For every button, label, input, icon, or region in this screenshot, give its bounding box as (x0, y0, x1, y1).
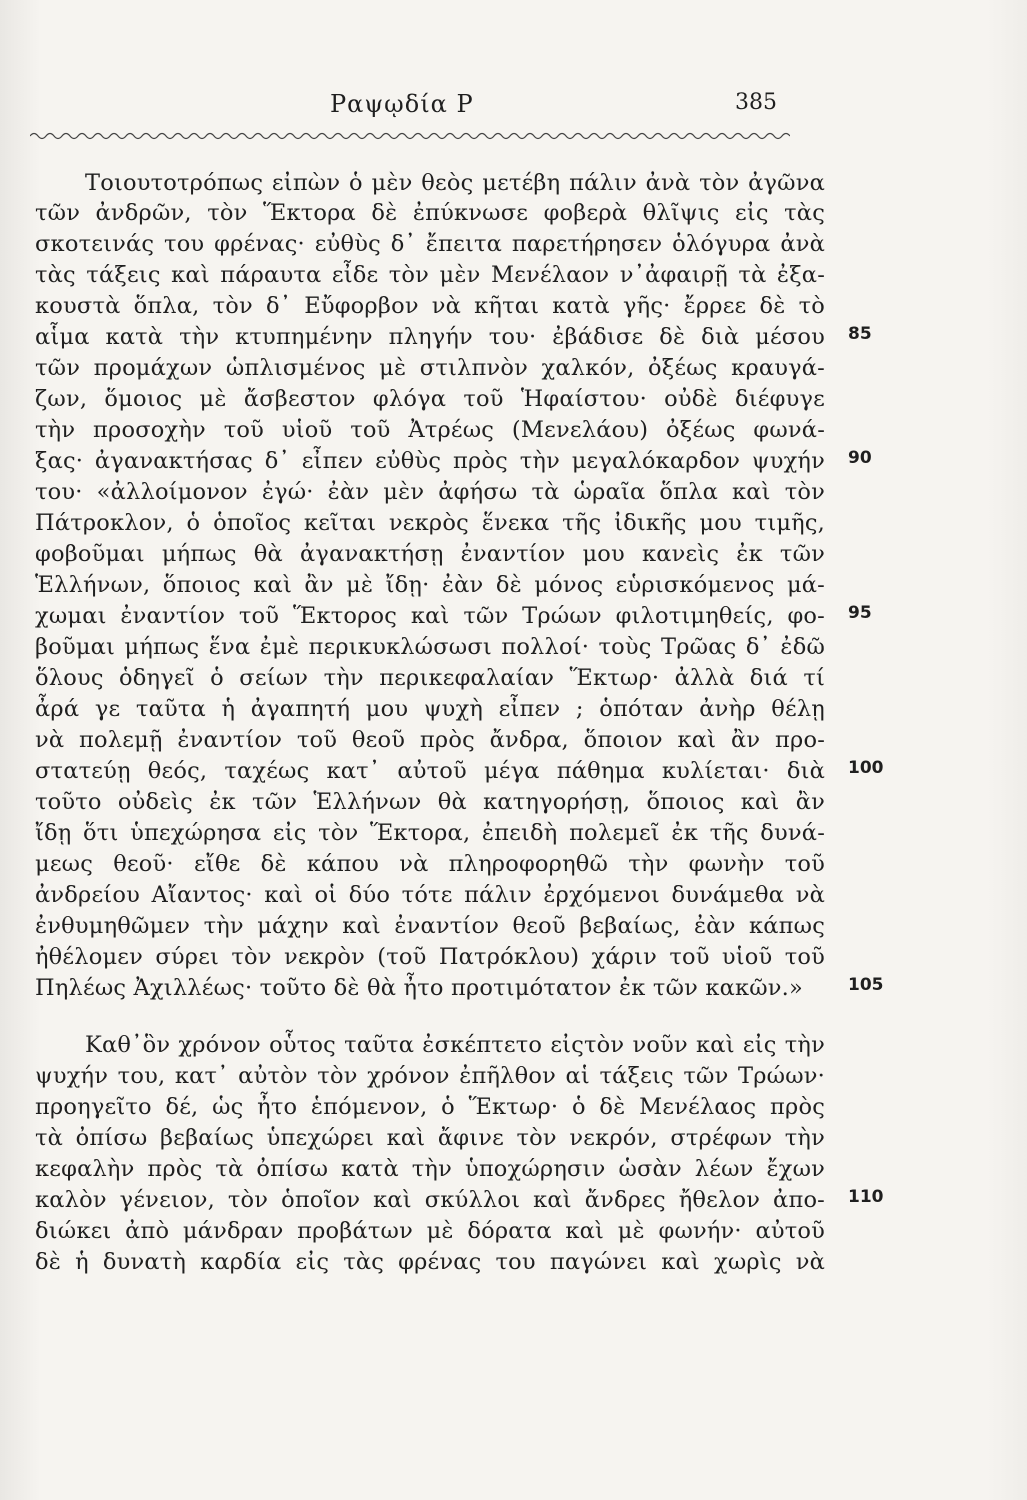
text-line: τῶν ἀνδρῶν, τὸν Ἕκτορα δὲ ἐπύκνωσε φοβερὰ θλῖψις εἰς τὰς (35, 200, 825, 226)
text-line: ἠθέλομεν σύρει τὸν νεκρὸν (τοῦ Πατρόκλου) χάριν τοῦ υἱοῦ τοῦ (35, 944, 825, 970)
text-line: ἐνθυμηθῶμεν τὴν μάχην καὶ ἐναντίον θεοῦ βεβαίως, ἐὰν κάπως (35, 913, 825, 939)
text-line: βοῦμαι μήπως ἕνα ἐμὲ περικυκλώσωσι πολλοί· τοὺς Τρῶας δ᾽ ἐδῶ (35, 634, 825, 660)
line-number: 90 (848, 448, 872, 468)
text-line: ἀνδρείου Αἴαντος· καὶ οἱ δύο τότε πάλιν ἐρχόμενοι δυνάμεθα νὰ (35, 882, 825, 908)
text-line: ζων, ὅμοιος μὲ ἄσβεστον φλόγα τοῦ Ἡφαίστου· οὐδὲ διέφυγε (35, 386, 825, 412)
text-line: τοῦτο οὐδεὶς ἐκ τῶν Ἑλλήνων θὰ κατηγορήσῃ, ὅποιος καὶ ἂν (35, 789, 825, 815)
line-number: 85 (848, 324, 872, 344)
text-line: κουστὰ ὅπλα, τὸν δ᾽ Εὔφορβον νὰ κῆται κατὰ γῆς· ἔρρεε δὲ τὸ (35, 293, 825, 319)
text-line: χωμαι ἐναντίον τοῦ Ἕκτορος καὶ τῶν Τρώων φιλοτιμηθείς, φο- (35, 603, 825, 629)
text-line: προηγεῖτο δέ, ὡς ἦτο ἑπόμενον, ὁ Ἕκτωρ· ὁ δὲ Μενέλαος πρὸς (35, 1094, 825, 1120)
text-line: αἷμα κατὰ τὴν κτυπημένην πληγήν του· ἐβάδισε δὲ διὰ μέσου (35, 324, 825, 350)
text-line: ὅλους ὁδηγεῖ ὁ σείων τὴν περικεφαλαίαν Ἕκτωρ· ἀλλὰ διά τί (35, 665, 825, 691)
text-line: διώκει ἀπὸ μάνδραν προβάτων μὲ δόρατα καὶ μὲ φωνήν· αὐτοῦ (35, 1218, 825, 1244)
text-line: τὰς τάξεις καὶ πάραυτα εἶδε τὸν μὲν Μενέλαον ν᾽ἀφαιρῇ τὰ ἐξα- (35, 262, 825, 288)
text-line: τῶν προμάχων ὡπλισμένος μὲ στιλπνὸν χαλκόν, ὀξέως κραυγά- (35, 355, 825, 381)
line-number: 110 (848, 1187, 884, 1207)
text-line: Τοιουτοτρόπως εἰπὼν ὁ μὲν θεὸς μετέβη πάλιν ἀνὰ τὸν ἀγῶνα (85, 170, 825, 196)
line-number: 105 (848, 975, 884, 995)
text-line: ψυχήν του, κατ᾽ αὐτὸν τὸν χρόνον ἐπῆλθον αἱ τάξεις τῶν Τρώων· (35, 1063, 825, 1089)
text-line: νὰ πολεμῇ ἐναντίον τοῦ θεοῦ πρὸς ἄνδρα, ὅποιον καὶ ἂν προ- (35, 727, 825, 753)
text-line: Ἑλλήνων, ὅποιος καὶ ἂν μὲ ἴδῃ· ἐὰν δὲ μόνος εὑρισκόμενος μά- (35, 572, 825, 598)
text-line: στατεύῃ θεός, ταχέως κατ᾽ αὐτοῦ μέγα πάθημα κυλίεται· διὰ (35, 758, 825, 784)
line-number: 95 (848, 603, 872, 623)
text-line: κεφαλὴν πρὸς τὰ ὀπίσω κατὰ τὴν ὑποχώρησιν ὡσὰν λέων ἔχων (35, 1156, 825, 1182)
line-number: 100 (848, 758, 884, 778)
text-line: Πηλέως Ἀχιλλέως· τοῦτο δὲ θὰ ἦτο προτιμότατον ἐκ τῶν κακῶν.» (35, 975, 804, 1001)
page-number: 385 (735, 90, 777, 115)
page-header (0, 90, 1027, 130)
wavy-divider (30, 128, 790, 142)
text-line: του· «ἀλλοίμονον ἐγώ· ἐὰν μὲν ἀφήσω τὰ ὡραῖα ὅπλα καὶ τὸν (35, 479, 825, 505)
text-line: Καθ᾽ὃν χρόνον οὗτος ταῦτα ἐσκέπτετο εἰςτὸν νοῦν καὶ εἰς τὴν (85, 1032, 825, 1058)
chapter-title: Ραψῳδία Ρ (330, 90, 474, 118)
text-line: καλὸν γένειον, τὸν ὁποῖον καὶ σκύλλοι καὶ ἄνδρες ἤθελον ἀπο- (35, 1187, 825, 1213)
text-line: ἴδῃ ὅτι ὑπεχώρησα εἰς τὸν Ἕκτορα, ἐπειδὴ πολεμεῖ ἐκ τῆς δυνά- (35, 820, 825, 846)
text-line: τὰ ὀπίσω βεβαίως ὑπεχώρει καὶ ἄφινε τὸν νεκρόν, στρέφων τὴν (35, 1125, 825, 1151)
text-line: σκοτεινάς του φρένας· εὐθὺς δ᾽ ἔπειτα παρετήρησεν ὁλόγυρα ἀνὰ (35, 231, 825, 257)
text-line: δὲ ἡ δυνατὴ καρδία εἰς τὰς φρένας του παγώνει καὶ χωρὶς νὰ (35, 1249, 825, 1275)
text-line: ξας· ἀγανακτήσας δ᾽ εἶπεν εὐθὺς πρὸς τὴν μεγαλόκαρδον ψυχήν (35, 448, 825, 474)
text-line: φοβοῦμαι μήπως θὰ ἀγανακτήσῃ ἐναντίον μου κανεὶς ἐκ τῶν (35, 541, 825, 567)
text-line: μεως θεοῦ· εἴθε δὲ κάπου νὰ πληροφορηθῶ τὴν φωνὴν τοῦ (35, 851, 825, 877)
text-line: τὴν προσοχὴν τοῦ υἱοῦ τοῦ Ἀτρέως (Μενελάου) ὀξέως φωνά- (35, 417, 825, 443)
text-line: ἆρά γε ταῦτα ἡ ἀγαπητή μου ψυχὴ εἶπεν ; ὁπόταν ἀνὴρ θέλῃ (35, 696, 825, 722)
text-line: Πάτροκλον, ὁ ὁποῖος κεῖται νεκρὸς ἕνεκα τῆς ἰδικῆς μου τιμῆς, (35, 510, 825, 536)
